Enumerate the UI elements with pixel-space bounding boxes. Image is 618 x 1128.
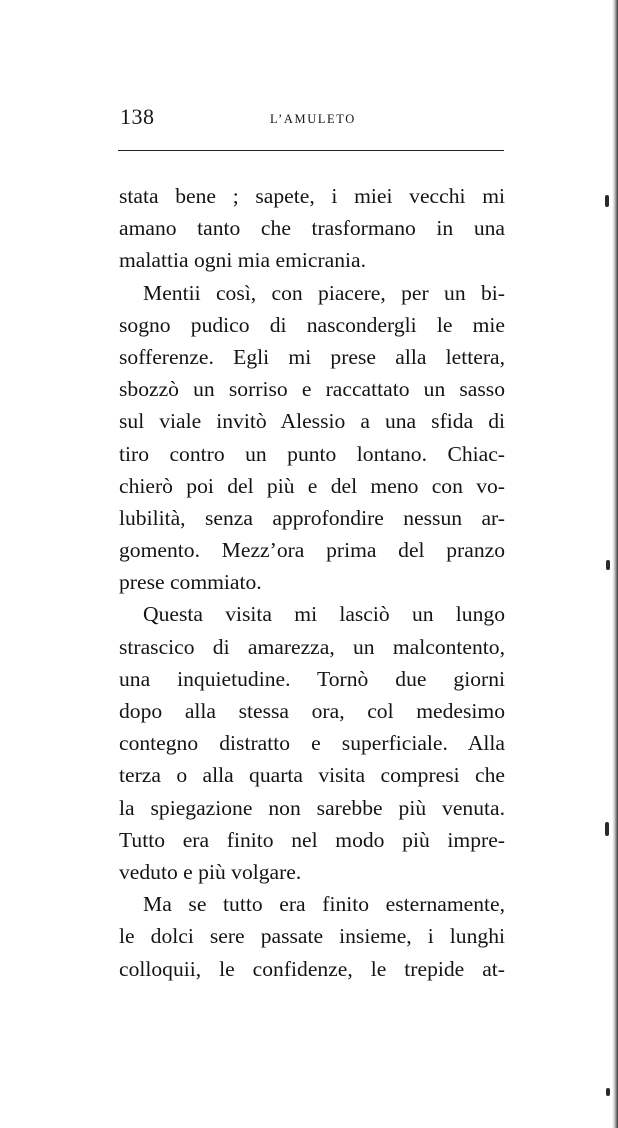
bleed-mark xyxy=(606,560,610,570)
text-line: amano tanto che trasformano in una xyxy=(119,216,505,241)
text-line: Tutto era finito nel modo più impre- xyxy=(119,827,505,852)
text-line: tiro contro un punto lontano. Chiac- xyxy=(119,441,505,466)
text-line: Ma se tutto era finito esternamente, xyxy=(143,892,505,917)
text-line: malattia ogni mia emicrania. xyxy=(119,248,367,273)
text-line: colloquii, le confidenze, le trepide at- xyxy=(119,956,505,981)
page-number: 138 xyxy=(120,104,155,129)
body-text xyxy=(119,180,505,985)
bleed-mark xyxy=(605,822,609,836)
text-line: le dolci sere passate insieme, i lunghi xyxy=(119,924,505,949)
text-line: stata bene ; sapete, i miei vecchi mi xyxy=(119,184,505,208)
text-line: strascico di amarezza, un malcontento, xyxy=(119,634,505,659)
text-line: lubilità, senza approfondire nessun ar- xyxy=(119,505,505,530)
running-title: L’AMULETO xyxy=(270,112,356,126)
text-line: sbozzò un sorriso e raccattato un sasso xyxy=(119,377,505,402)
text-line: Mentii così, con piacere, per un bi- xyxy=(143,280,505,305)
text-line: prese commiato. xyxy=(119,570,262,595)
page-header xyxy=(120,104,504,134)
bleed-mark xyxy=(606,1088,610,1096)
text-line: Questa visita mi lasciò un lungo xyxy=(143,602,505,627)
header-rule xyxy=(118,150,504,151)
binding-edge-shadow xyxy=(612,0,618,1128)
text-line: chierò poi del più e del meno con vo- xyxy=(119,473,505,498)
bleed-mark xyxy=(605,195,609,207)
text-line: dopo alla stessa ora, col medesimo xyxy=(119,699,505,723)
text-line: una inquietudine. Tornò due giorni xyxy=(119,666,505,691)
text-line: sul viale invitò Alessio a una sfida di xyxy=(119,409,505,434)
text-line: veduto e più volgare. xyxy=(119,859,302,884)
text-line: sofferenze. Egli mi prese alla lettera, xyxy=(119,344,505,369)
text-line: la spiegazione non sarebbe più venuta. xyxy=(119,795,505,820)
text-line: terza o alla quarta visita compresi che xyxy=(119,763,505,788)
text-line: gomento. Mezz’ora prima del pranzo xyxy=(119,538,505,563)
text-line: sogno pudico di nascondergli le mie xyxy=(119,312,505,337)
text-line: contegno distratto e superficiale. Alla xyxy=(119,731,505,756)
